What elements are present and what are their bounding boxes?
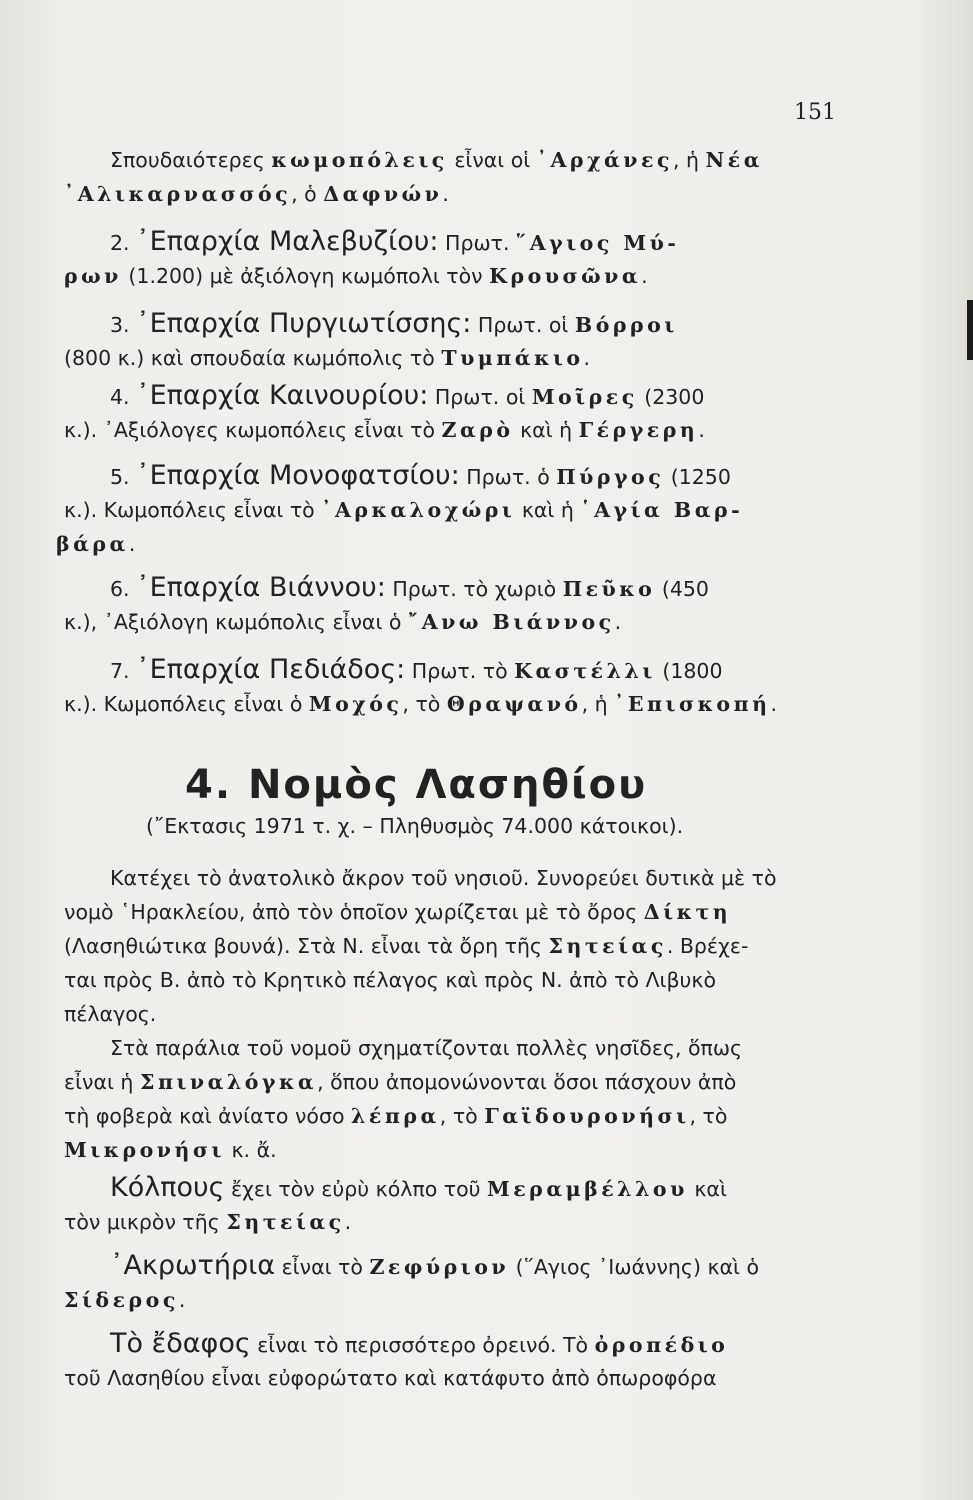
body-line: (Λασηθιώτικα βουνά). Στὰ Ν. εἶναι τὰ ὄρη τῆς Σητείας. Βρέχε- [64, 934, 749, 958]
body-line: Σίδερος. [64, 1288, 186, 1312]
province-entry-5: 5. ᾿Επαρχία Μονοφατσίου: Πρωτ. ὁ Πύργος (1250 [110, 460, 731, 491]
text-line: βάρα. [56, 532, 136, 556]
body-line: Στὰ παράλια τοῦ νομοῦ σχηματίζονται πολλὲς νησῖδες, ὅπως [110, 1036, 743, 1060]
body-line: πέλαγος. [64, 1002, 157, 1026]
text-line: (800 κ.) καὶ σπουδαία κωμόπολις τὸ Τυμπάκιο. [64, 346, 591, 370]
text-line: ρων (1.200) μὲ ἀξιόλογη κωμόπολι τὸν Κρουσῶνα. [64, 264, 648, 288]
body-line: Τὸ ἔδαφος εἶναι τὸ περισσότερο ὀρεινό. Τὸ ὀροπέδιο [110, 1328, 729, 1359]
body-line: Κόλπους ἔχει τὸν εὐρὺ κόλπο τοῦ Μεραμβέλλου καὶ [110, 1172, 727, 1203]
page-edge-mark [967, 300, 973, 360]
body-line: νομὸ ῾Ηρακλείου, ἀπὸ τὸν ὁποῖον χωρίζεται μὲ τὸ ὄρος Δίκτη [64, 900, 732, 924]
text-line: κ.), ᾿Αξιόλογη κωμόπολις εἶναι ὁ ῎Ανω Βιάννος. [64, 610, 622, 634]
province-entry-7: 7. ᾿Επαρχία Πεδιάδος: Πρωτ. τὸ Καστέλλι (1800 [110, 654, 723, 685]
body-line: Μικρονήσι κ. ἄ. [64, 1138, 277, 1162]
body-line: Κατέχει τὸ ἀνατολικὸ ἄκρον τοῦ νησιοῦ. Συνορεύει δυτικὰ μὲ τὸ [110, 866, 777, 890]
page-number: 151 [794, 100, 836, 125]
province-entry-3: 3. ᾿Επαρχία Πυργιωτίσσης: Πρωτ. οἱ Βόρροι [110, 308, 678, 339]
text-line: κ.). ᾿Αξιόλογες κωμοπόλεις εἶναι τὸ Ζαρὸ καὶ ἡ Γέργερη. [64, 418, 705, 442]
text-line: Σπουδαιότερες κωμοπόλεις εἶναι οἱ ᾿Αρχάνες, ἡ Νέα [110, 148, 763, 172]
section-heading: 4. Νομὸς Λασηθίου [185, 762, 648, 808]
body-line: εἶναι ἡ Σπιναλόγκα, ὅπου ἀπομονώνονται ὅσοι πάσχουν ἀπὸ [64, 1070, 737, 1094]
body-line: τοῦ Λασηθίου εἶναι εὐφορώτατο καὶ κατάφυτο ἀπὸ ὀπωροφόρα [64, 1366, 717, 1390]
text-line: κ.). Κωμοπόλεις εἶναι ὁ Μοχός, τὸ Θραψανό, ἡ ᾿Επισκοπή. [64, 692, 778, 716]
province-entry-4: 4. ᾿Επαρχία Καινουρίου: Πρωτ. οἱ Μοῖρες (2300 [110, 380, 705, 411]
text-line: κ.). Κωμοπόλεις εἶναι τὸ ᾿Αρκαλοχώρι καὶ ἡ ῾Αγία Βαρ- [64, 498, 744, 522]
body-line: ται πρὸς Β. ἀπὸ τὸ Κρητικὸ πέλαγος καὶ πρὸς Ν. ἀπὸ τὸ Λιβυκὸ [64, 968, 717, 992]
section-subtitle: (῎Εκτασις 1971 τ. χ. – Πληθυσμὸς 74.000 κάτοικοι). [146, 814, 684, 838]
province-entry-6: 6. ᾿Επαρχία Βιάννου: Πρωτ. τὸ χωριὸ Πεῦκο (450 [110, 572, 709, 603]
body-line: ᾿Ακρωτήρια εἶναι τὸ Ζεφύριον (῞Αγιος ᾿Ιωάννης) καὶ ὁ [110, 1250, 760, 1281]
body-line: τὴ φοβερὰ καὶ ἀνίατο νόσο λέπρα, τὸ Γαϊδουρονήσι, τὸ [64, 1104, 728, 1128]
province-entry-2: 2. ᾿Επαρχία Μαλεβυζίου: Πρωτ. ῞Αγιος Μύ- [110, 226, 680, 257]
text-line: ᾿Αλικαρνασσός, ὁ Δαφνών. [64, 182, 449, 206]
body-line: τὸν μικρὸν τῆς Σητείας. [64, 1210, 352, 1234]
